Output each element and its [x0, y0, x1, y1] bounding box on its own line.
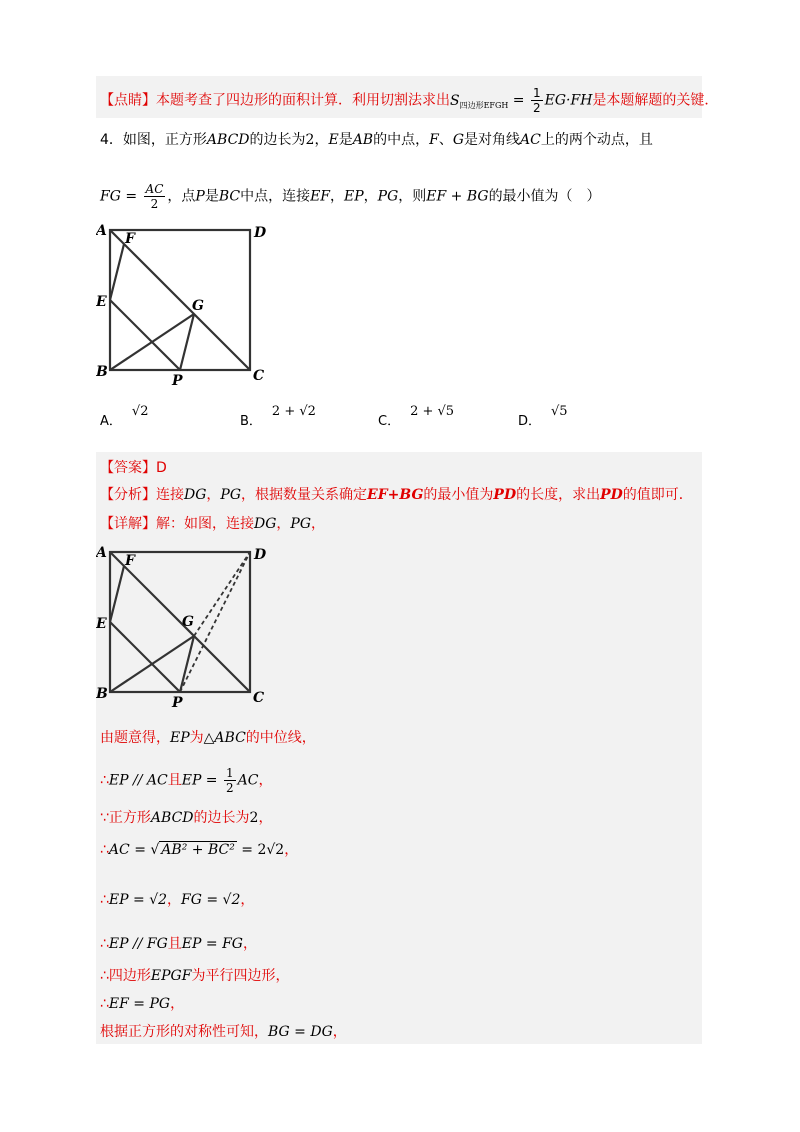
detail-tag: 【详解】 [100, 516, 156, 532]
question-line-1: 4．如图，正方形ABCD的边长为2，E是AB的中点，F、G是对角线AC上的两个动点，且 [100, 132, 653, 148]
label-a: A [96, 223, 107, 239]
label-b: B [96, 364, 108, 380]
answer-value: D [156, 460, 167, 476]
solution-band [96, 452, 702, 1044]
step-3: ∵正方形ABCD的边长为2， [100, 810, 273, 826]
label-f-2: F [125, 553, 135, 569]
option-a[interactable]: A．√2 [100, 404, 149, 429]
step-5: ∴EP = √2，FG = √2， [100, 892, 255, 908]
label-e: E [96, 294, 107, 310]
label-a-2: A [96, 545, 107, 561]
step-8: ∴EF = PG， [100, 996, 185, 1012]
question-number: 4． [100, 132, 123, 148]
answer-line [100, 458, 167, 478]
analysis-line: 【分析】连接DG，PG，根据数量关系确定EF+BG的最小值为PD的长度，求出PD的值即可． [100, 487, 693, 503]
label-d: D [254, 225, 267, 241]
half-fraction: $\frac{1}{2}$ [533, 86, 541, 115]
step-9: 根据正方形的对称性可知，BG = DG， [100, 1024, 347, 1040]
question-figure [96, 220, 276, 390]
label-c-2: C [253, 690, 265, 706]
step-6: ∴EP // FG且EP = FG， [100, 936, 257, 952]
option-c[interactable]: C．2 + √5 [378, 404, 455, 429]
segment-ep [110, 300, 180, 370]
label-p: P [172, 373, 183, 389]
detail-line: 【详解】解：如图，连接DG，PG， [100, 516, 326, 532]
step-1: 由题意得，EP为△ABC的中位线， [100, 730, 316, 746]
step-4: ∴AC = √ AB² + BC² = 2√2， [100, 842, 299, 858]
segment-ef [110, 244, 124, 300]
label-e-2: E [96, 616, 107, 632]
option-d[interactable]: D．√5 [518, 404, 568, 429]
label-g: G [192, 298, 204, 314]
step-2: ∴EP // AC且EP = $\frac{1}{2}$ AC， [100, 766, 273, 795]
segment-ep-2 [110, 622, 180, 692]
diagonal-ac-2 [110, 552, 250, 692]
label-b-2: B [96, 686, 108, 702]
question-line-2: FG = $\frac{AC}{2}$ ，点P是BC中点，连接EF，EP，PG，则EF + BG的最小值为（ ） [100, 182, 601, 211]
note-line: 【点睛】本题考查了四边形的面积计算．利用切割法求出$S_{四边形EFGH}$ = $\frac{1}{2}$ EG·FH是本题解题的关键． [100, 86, 719, 115]
area-symbol: $S_{四边形EFGH}$ [450, 92, 509, 110]
option-b[interactable]: B．2 + √2 [240, 404, 316, 429]
label-c: C [253, 368, 265, 384]
answer-tag: 【答案】 [100, 460, 156, 476]
label-d-2: D [254, 547, 267, 563]
analysis-tag: 【分析】 [100, 487, 156, 503]
step-7: ∴四边形EPGF为平行四边形， [100, 968, 290, 984]
label-p-2: P [172, 695, 183, 711]
segment-ef-2 [110, 566, 124, 622]
diagonal-ac [110, 230, 250, 370]
ac-half-fraction: $\frac{AC}{2}$ [145, 182, 164, 211]
label-f: F [125, 231, 135, 247]
note-tag: 【点睛】 [100, 92, 156, 109]
solution-figure [96, 542, 276, 712]
label-g-2: G [182, 614, 194, 630]
dashed-gd [194, 552, 250, 636]
